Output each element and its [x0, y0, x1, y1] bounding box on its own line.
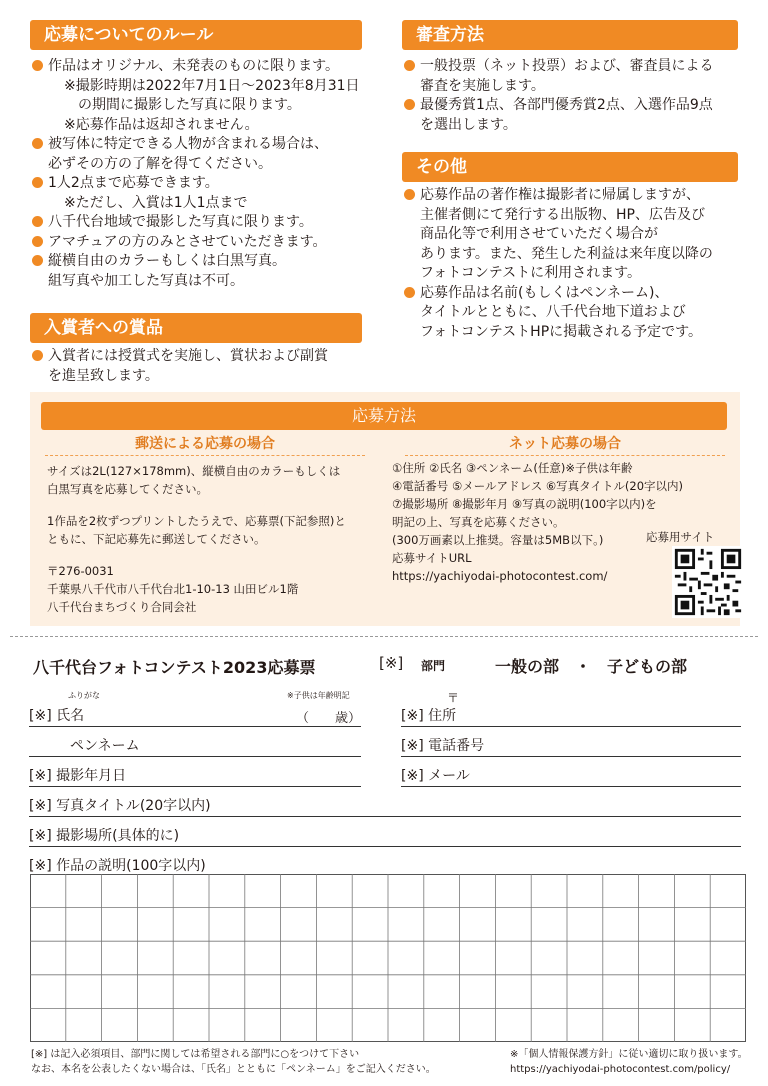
name-field[interactable]: [※] 氏名: [29, 708, 85, 724]
bullet-item-continuation: ※撮影時期は2022年7月1日〜2023年8月31日: [64, 77, 360, 94]
bullet-item: 最優秀賞1点、各部門優秀賞2点、入選作品9点: [404, 96, 713, 116]
bullet-dot-icon: [404, 99, 415, 110]
penname-field[interactable]: ペンネーム: [70, 738, 140, 754]
bullet-dot-icon: [32, 350, 43, 361]
review-header: 審査方法: [402, 20, 738, 50]
bullet-item-continuation: あります。また、発生した利益は来年度以降の: [420, 245, 713, 262]
bullet-item-continuation: 必ずその方の了解を得てください。: [48, 155, 272, 172]
name-underline: [29, 726, 361, 727]
email-underline: [401, 786, 741, 787]
bullet-item-continuation: の期間に撮影した写真に限ります。: [64, 97, 301, 113]
bullet-item-continuation: フォトコンテストHPに掲載される予定です。: [420, 323, 703, 340]
furigana-label: ふりがな: [68, 691, 100, 700]
bullet-item: 応募作品の著作権は撮影者に帰属しますが、: [404, 186, 713, 206]
bullet-item: 八千代台地域で撮影した写真に限ります。: [32, 213, 360, 233]
bullet-item-continuation: ※応募作品は返却されません。: [64, 116, 259, 133]
bullet-item: 被写体に特定できる人物が含まれる場合は、: [32, 135, 360, 155]
dept-required-mark: [※]: [379, 654, 404, 672]
net-instructions: ①住所 ②氏名 ③ペンネーム(任意)※子供は年齢 ④電話番号 ⑤メールアドレス ⑥写真タイトル(20字以内) ⑦撮影場所 ⑧撮影年月 ⑨写真の説明(100字以内)を 明記の上、写真を応募ください。 (300万画素以上推奨。容量は5MB以下。) 応募サイトURL https://yachiyodai-photocontest.com/: [392, 461, 684, 583]
bullet-dot-icon: [404, 189, 415, 200]
shoot-place-underline: [29, 846, 741, 847]
bullet-item-continuation: フォトコンテストに利用されます。: [420, 265, 642, 281]
prize-list: [32, 347, 328, 386]
address-underline: [401, 726, 741, 727]
postal-mark: 〒: [447, 691, 460, 705]
mail-recipient: 八千代台まちづくり合同会社: [47, 600, 197, 614]
bullet-dot-icon: [32, 255, 43, 266]
description-grid[interactable]: [30, 874, 746, 1042]
bullet-item-continuation: 組写真や加工した写真は不可。: [48, 272, 244, 289]
child-age-note: ※子供は年齢明記: [287, 691, 350, 700]
form-title: 八千代台フォトコンテスト2023応募票: [33, 658, 316, 677]
photo-title-field[interactable]: [※] 写真タイトル(20字以内): [29, 798, 211, 814]
dept-label: 部門: [421, 659, 446, 673]
bullet-dot-icon: [404, 60, 415, 71]
bullet-item: 一般投票（ネット投票）および、審査員による: [404, 57, 713, 77]
bullet-dot-icon: [32, 138, 43, 149]
dept-options[interactable]: 一般の部 ・ 子どもの部: [495, 657, 688, 676]
bullet-item-continuation: を進呈致します。: [48, 367, 159, 384]
shoot-place-field[interactable]: [※] 撮影場所(具体的に): [29, 828, 180, 844]
bullet-item: 縦横自由のカラーもしくは白黒写真。: [32, 252, 360, 272]
other-list: [404, 186, 713, 342]
bullet-item: 作品はオリジナル、未発表のものに限ります。: [32, 57, 360, 77]
footer-notes: [※] は記入必須項目、部門に関しては希望される部門に○をつけて下さい なお、本名を公表したくない場合は、「氏名」とともに「ペンネーム」をご記入ください。: [31, 1049, 436, 1075]
method-title: 応募方法: [41, 402, 727, 430]
rules-list: [32, 57, 360, 291]
bullet-dot-icon: [32, 216, 43, 227]
age-box[interactable]: （ 歳）: [296, 711, 362, 726]
email-field[interactable]: [※] メール: [401, 768, 470, 784]
bullet-item: 応募作品は名前(もしくはペンネーム)、: [404, 284, 713, 304]
bullet-item-continuation: ※ただし、入賞は1人1点まで: [64, 194, 248, 211]
photo-title-underline: [29, 816, 741, 817]
phone-field[interactable]: [※] 電話番号: [401, 738, 485, 754]
postal-code: 〒276-0031: [47, 564, 114, 578]
bullet-item-continuation: 商品化等で利用させていただく場合が: [420, 226, 658, 242]
mail-heading: 郵送による応募の場合: [45, 434, 365, 456]
bullet-item: 1人2点まで応募できます。: [32, 174, 360, 194]
other-header: その他: [402, 152, 738, 182]
qr-label: 応募用サイト: [646, 530, 715, 544]
prize-header: 入賞者への賞品: [30, 313, 362, 343]
bullet-dot-icon: [404, 287, 415, 298]
phone-underline: [401, 756, 741, 757]
mail-address: 千葉県八千代市八千代台北1-10-13 山田ビル1階: [47, 582, 299, 596]
policy-url-link[interactable]: https://yachiyodai-photocontest.com/policy/: [510, 1064, 731, 1075]
shoot-date-field[interactable]: [※] 撮影年月日: [29, 768, 127, 784]
bullet-dot-icon: [32, 60, 43, 71]
bullet-dot-icon: [32, 236, 43, 247]
mail-instructions: サイズは2L(127×178mm)、縦横自由のカラーもしくは 白黒写真を応募してください。 1作品を2枚ずつプリントしたうえで、応募票(下記参照)と ともに、下記応募先に郵送してください。 〒276-0031 千葉県八千代市八千代台北1-10-13 山田ビル1階 八千代台まちづくり合同会社: [47, 464, 346, 614]
description-label: [※] 作品の説明(100字以内): [29, 858, 206, 874]
privacy-notes: ※「個人情報保護方針」に従い適切に取り扱います。 https://yachiyodai-photocontest.com/policy/: [510, 1049, 748, 1075]
bullet-item-continuation: 審査を実施します。: [420, 77, 545, 94]
bullet-item: アマチュアの方のみとさせていただきます。: [32, 233, 360, 253]
rules-header: 応募についてのルール: [30, 20, 362, 50]
bullet-item-continuation: 主催者側にて発行する出版物、HP、広告及び: [420, 206, 705, 223]
penname-underline: [29, 756, 361, 757]
bullet-item-continuation: タイトルとともに、八千代台地下道および: [420, 304, 686, 320]
bullet-item-continuation: を選出します。: [420, 116, 517, 133]
cut-line: [10, 636, 758, 637]
net-heading: ネット応募の場合: [405, 434, 725, 456]
bullet-dot-icon: [32, 177, 43, 188]
qr-code-icon[interactable]: [672, 546, 744, 618]
shoot-date-underline: [29, 786, 361, 787]
address-field[interactable]: [※] 住所: [401, 708, 457, 724]
review-list: [404, 57, 713, 135]
site-url-link[interactable]: https://yachiyodai-photocontest.com/: [392, 569, 608, 583]
bullet-item: 入賞者には授賞式を実施し、賞状および副賞: [32, 347, 328, 367]
